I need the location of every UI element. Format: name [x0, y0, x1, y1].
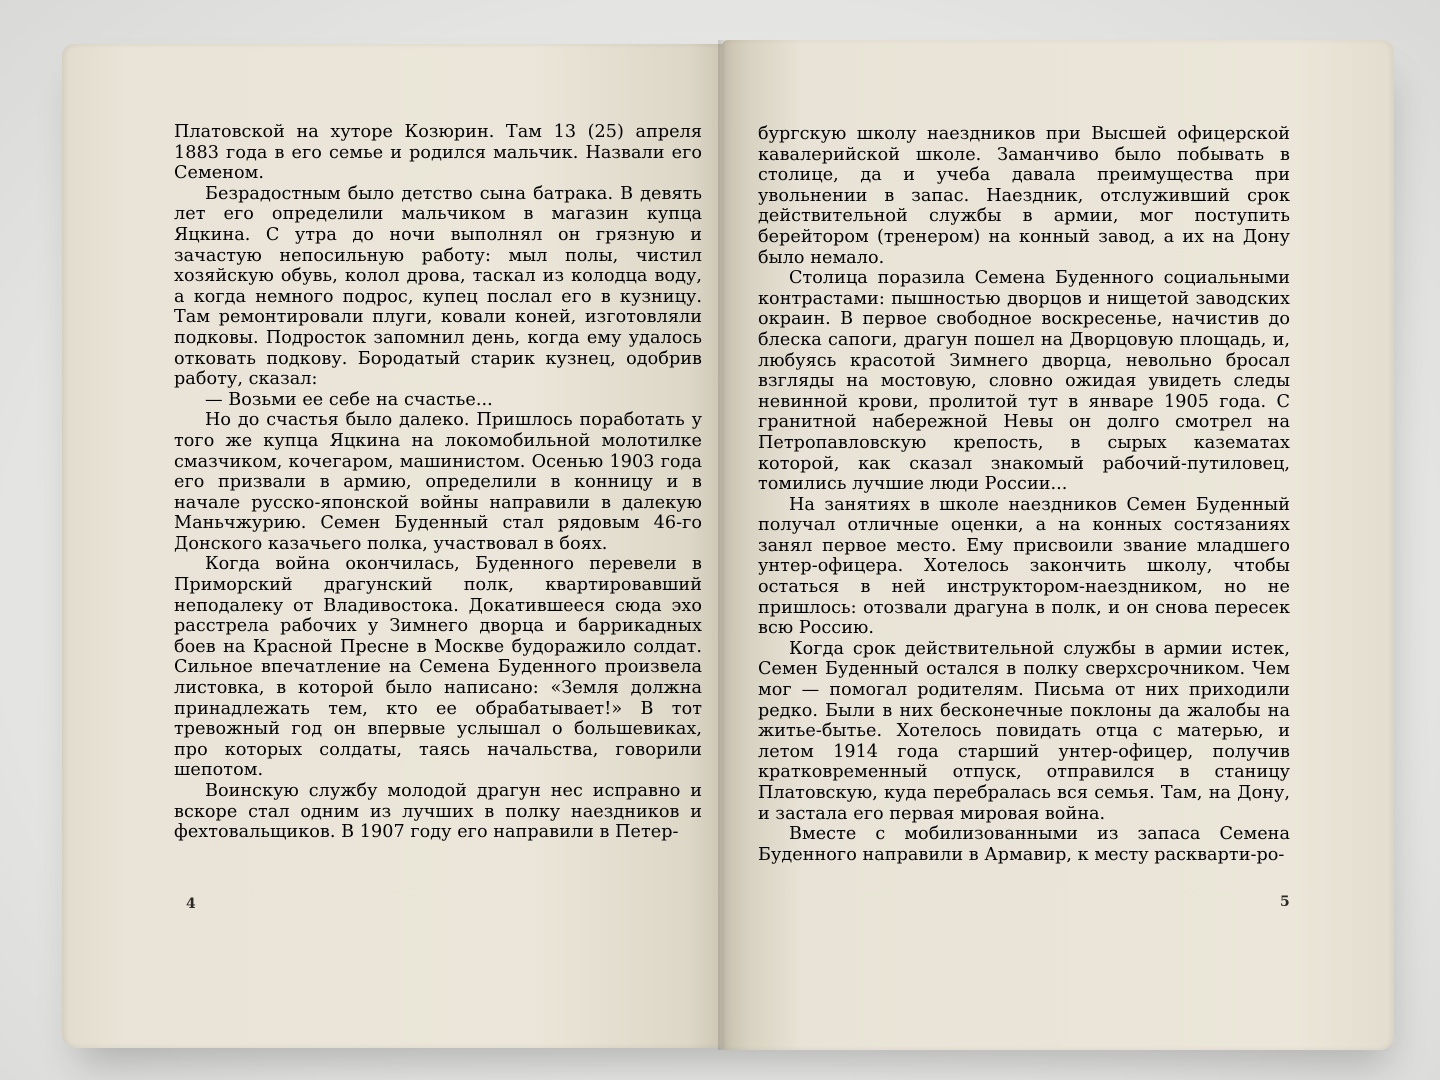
paragraph: Когда война окончилась, Буденного перевели в Приморский драгунский полк, квартировавший неподалеку от Владивостока. Докатившееся сюда эхо расстрела рабочих у Зимнего дворца и баррикадных боев на Красной Пресне в Москве будоражило солдат. Сильное впечатление на Семена Буденного произвела листовка, в которой было написано: «Земля должна принадлежать тем, кто ее обрабатывает!» В тот тревожный год он впервые услышал о большевиках, про которых солдаты, таясь начальства, говорили шепотом. — [174, 554, 702, 781]
paragraph: Вместе с мобилизованными из запаса Семена Буденного направили в Армавир, к месту раскварти-ро- — [758, 824, 1290, 865]
paragraph: Когда срок действительной службы в армии истек, Семен Буденный остался в полку сверхсрочником. Чем мог — помогал родителям. Письма от них приходили редко. Были в них бесконечные поклоны да жалобы на житье-бытье. Хотелось повидать отца с матерью, и летом 1914 года старший унтер-офицер, получив кратковременный отпуск, отправился в станицу Платовскую, куда перебралась вся семья. Там, на Дону, и застала его первая мировая война. — [758, 638, 1290, 824]
paragraph: бургскую школу наездников при Высшей офицерской кавалерийской школе. Заманчиво было побывать в столице, да и учеба давала преимущества при увольнении в запас. Наездник, отслуживший срок действительной службы в армии, мог поступить берейтором (тренером) на конный завод, а их на Дону было немало. — [758, 124, 1290, 268]
page-number-left: 4 — [186, 896, 196, 912]
book-spine-gutter — [718, 40, 732, 1050]
paragraph: Но до счастья было далеко. Пришлось поработать у того же купца Яцкина на локомобильной молотилке смазчиком, кочегаром, машинистом. Осенью 1903 года его призвали в армию, определили в конницу и в начале русско-японской войны направили в далекую Маньчжурию. Семен Буденный стал рядовым 46-го Донского казачьего полка, участвовал в боях. — [174, 410, 702, 554]
paragraph: Воинскую службу молодой драгун нес исправно и вскоре стал одним из лучших в полку наездников и фехтовальщиков. В 1907 году его направили в Петер- — [174, 781, 702, 843]
page-number-right: 5 — [1280, 894, 1290, 910]
paragraph: Столица поразила Семена Буденного социальными контрастами: пышностью дворцов и нищетой заводских окраин. В первое свободное воскресенье, начистив до блеска сапоги, драгун пошел на Дворцовую площадь, и, любуясь красотой Зимнего дворца, невольно бросал взгляды на мостовую, словно ожидая увидеть следы невинной крови, пролитой тут в январе 1905 года. С гранитной набережной Невы он долго смотрел на Петропавловскую крепость, в сырых казематах которой, как сказал знакомый рабочий-путиловец, томились лучшие люди России... — [758, 268, 1290, 495]
paragraph: На занятиях в школе наездников Семен Буденный получал отличные оценки, а на конных состязаниях занял первое место. Ему присвоили звание младшего унтер-офицера. Хотелось закончить школу, чтобы остаться в ней инструктором-наездником, но не пришлось: отозвали драгуна в полк, и он снова пересек всю Россию. — [758, 494, 1290, 639]
left-page-text — [174, 122, 702, 843]
paragraph: Безрадостным было детство сына батрака. В девять лет его определили мальчиком в магазин купца Яцкина. С утра до ночи выполнял он грязную и зачастую непосильную работу: мыл полы, чистил хозяйскую обувь, колол дрова, таскал из колодца воду, а когда немного подрос, купец послал его в кузницу. Там ремонтировали плуги, ковали коней, изготовляли подковы. Подросток запомнил день, когда ему удалось отковать подкову. Бородатый старик кузнец, одобрив работу, сказал: — [174, 183, 702, 390]
right-page-text — [758, 124, 1290, 865]
paragraph: — Возьми ее себе на счастье... — [205, 389, 493, 410]
paragraph: Платовской на хуторе Козюрин. Там 13 (25) апреля 1883 года в его семье и родился мальчик. Назвали его Семеном. — [174, 122, 702, 184]
